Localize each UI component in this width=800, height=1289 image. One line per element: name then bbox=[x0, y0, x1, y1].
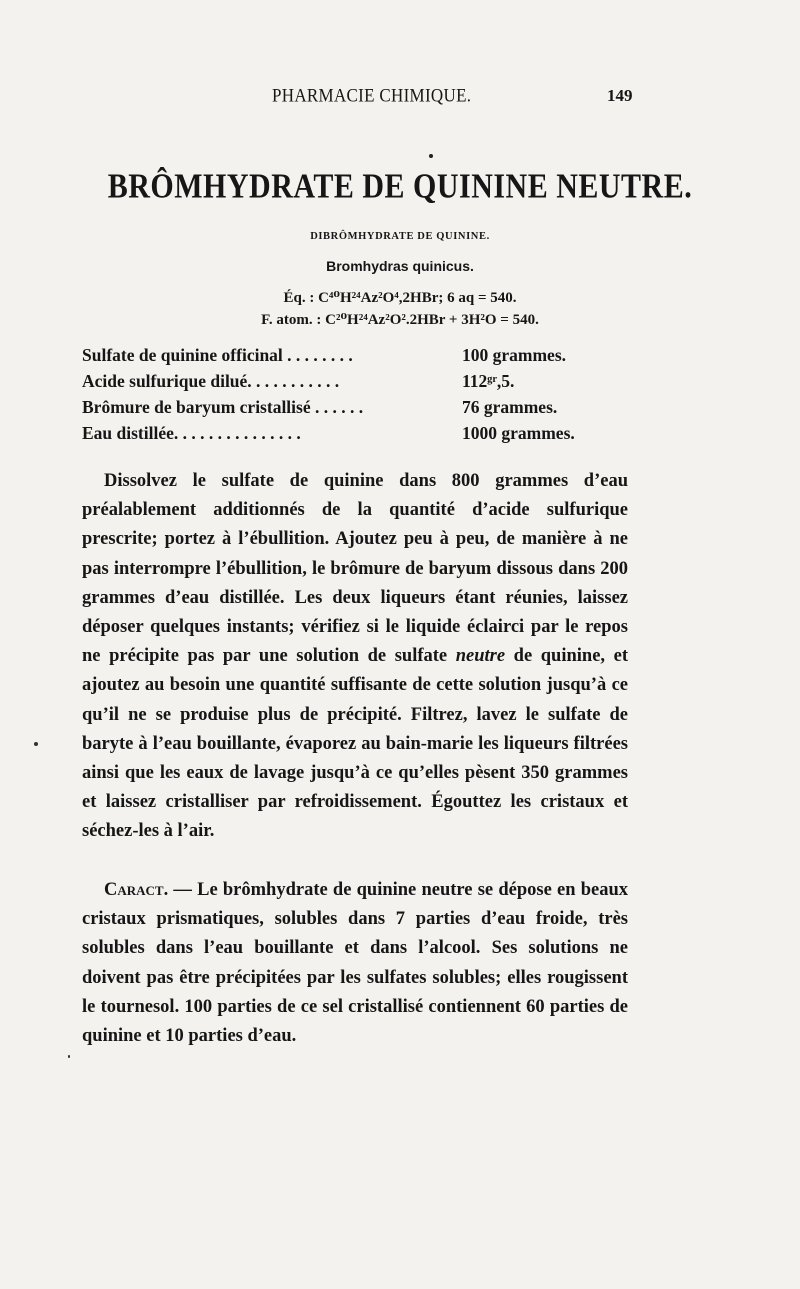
ingredient-quantity: 1000 grammes. bbox=[462, 423, 575, 443]
recipe-row bbox=[82, 397, 602, 423]
equivalent-formula: Éq. : C⁴⁰H²⁴Az²O⁴,2HBr; 6 aq = 540. bbox=[283, 290, 517, 306]
ornament-dot bbox=[429, 154, 433, 158]
margin-mark bbox=[68, 1055, 70, 1058]
recipe-row bbox=[82, 345, 602, 371]
recipe-row bbox=[82, 371, 602, 397]
atomic-formula: F. atom. : C²⁰H²⁴Az²O².2HBr + 3H²O = 540. bbox=[261, 312, 539, 328]
ingredient-name: Eau distillée. . . . . . . . . . . . . . . bbox=[82, 423, 301, 443]
preparation-text-end: de quinine, et ajoutez au besoin une quantité suffisante de cette solution jusqu’à ce qu’il ne se produise plus de précipité. Filtrez, lavez le sulfate de baryte à l’eau bouillante, évaporez au bain-marie les liqueurs filtrées ainsi que les eaux de lavage jusqu’à ce qu’elles pèsent 350 grammes et laissez cristalliser par refroidissement. Égouttez les cristaux et séchez-les à l’air. bbox=[82, 646, 628, 842]
characters-label: Caract. bbox=[104, 880, 169, 900]
ingredient-name: Brômure de baryum cristallisé . . . . . . bbox=[82, 397, 364, 417]
preparation-paragraph bbox=[82, 467, 628, 847]
latin-name: Bromhydras quinicus. bbox=[326, 258, 474, 274]
recipe-list bbox=[82, 345, 602, 449]
ingredient-name: Sulfate de quinine officinal . . . . . . . . bbox=[82, 345, 353, 365]
characters-text: — Le brômhydrate de quinine neutre se dépose en beaux cristaux prismatiques, solubles dans 7 parties d’eau froide, très solubles dans l’eau bouillante et dans l’alcool. Ses solutions ne doivent pas être précipitées par les sulfates solubles; elles rougissent le tournesol. 100 parties de ce sel cristallisé contiennent 60 parties de quinine et 10 parties d’eau. bbox=[82, 880, 628, 1047]
synonym-subtitle: DIBRÔMHYDRATE DE QUININE. bbox=[310, 231, 490, 242]
ingredient-name: Acide sulfurique dilué. . . . . . . . . . . bbox=[82, 371, 340, 391]
page-number: 149 bbox=[607, 86, 633, 105]
ingredient-quantity: 76 grammes. bbox=[462, 397, 558, 417]
characters-paragraph bbox=[82, 876, 628, 1051]
recipe-row bbox=[82, 423, 602, 449]
preparation-text-start: Dissolvez le sulfate de quinine dans 800 grammes d’eau préalablement additionnés de la quantité d’acide sulfurique prescrite; portez à l’ébullition. Ajoutez peu à peu, de manière à ne pas interrompre l’ébullition, le brômure de baryum dissous dans 200 grammes d’eau distillée. Les deux liqueurs étant réunies, laissez déposer quelques instants; vérifiez si le liquide éclairci par le repos ne précipite pas par une solution de sulfate bbox=[82, 471, 628, 667]
page-title: BRÔMHYDRATE DE QUININE NEUTRE. bbox=[107, 166, 693, 206]
running-head: PHARMACIE CHIMIQUE. bbox=[272, 84, 472, 107]
ingredient-quantity: 100 grammes. bbox=[462, 345, 567, 365]
ingredient-quantity: 112ᵍʳ,5. bbox=[462, 371, 515, 391]
margin-mark bbox=[34, 742, 38, 746]
preparation-italic: neutre bbox=[455, 646, 506, 667]
